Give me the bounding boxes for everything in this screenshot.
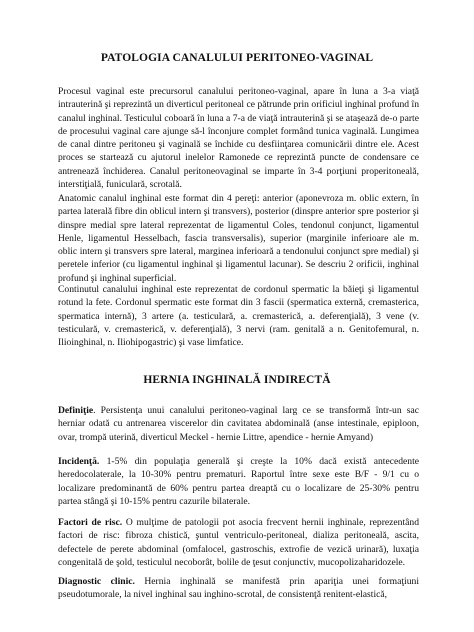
anatomy-paragraph: Anatomic canalul inghinal este format din 4 pereţi: anterior (aponevroza m. oblic extern, în partea laterală fibre din oblicul intern şi transvers), posterior (dinspre anterior spre posterior şi dinspre medial spre lateral reprezentat de ligamentul Coles, tendonul conjunct, ligamentul Henle, ligamentul Hesselbach, fascia transversalis), superior (marginile inferioare ale m. oblic intern şi transvers spre lateral, marginea inferioară a tendonului conjunct spre medial) şi peretele inferior (cu ligamentul inghinal şi ligamentul lacunar). Se descriu 2 orificii, inghinal profund şi inghinal superficial.: [58, 193, 419, 284]
incidence-text: 1-5% din populaţia generală şi creşte la 10% dacă există antecedente heredocolaterale, la 10-30% pentru prematuri. Raportul între sexe este B/F - 9/1 cu o localizare predominantă de 60% pentru partea dreaptă cu o localizare de 25-30% pentru partea stângă şi 10-15% pentru cazurile bilaterale.: [58, 456, 419, 507]
document-title: PATOLOGIA CANALULUI PERITONEO-VAGINAL: [100, 52, 374, 64]
intro-paragraph: Procesul vaginal este precursorul canalului peritoneo-vaginal, apare în luna a 3-a viaţă intrauterină şi reprezintă un diverticul peritoneal ce pătrunde prin orificiul inghinal profund în canalul inghinal. Testiculul coboară în luna a 7-a de viaţă intrauterină şi se ataşează de-o parte de procesului vaginal care ajunge să-l înconjure complet formând tunica vaginală. Lungimea de canal dintre peritoneu şi vaginală se închide cu desfiinţarea comunicării dintre ele. Acest proces se startează cu ajutorul inelelor Ramonede ce reprezintă puncte de condensare ce antrenează închiderea. Canalul peritoneovaginal se imparte în 3-4 porţiuni properitoneală, interstiţială, funiculară, scrotală.: [58, 86, 419, 190]
incidence-label: Incidenţă.: [58, 456, 100, 467]
content-paragraph: Continutul canalului inghinal este reprezentat de cordonul spermatic la băieţi şi ligamentul rotund la fete. Cordonul spermatic este format din 3 fascii (spermatica externă, cremasterica, spermatica internă), 3 artere (a. testiculară, a. cremasterică, a. deferenţială), 3 vene (v. testiculară, v. cremasterică, v. deferenţială), 3 nervi (ram. genitală a n. Genitofemural, n. Ilioinghinal, n. Iliohipogastric) şi vase limfatice.: [58, 284, 419, 348]
risk-factors-label: Factori de risc.: [58, 517, 123, 528]
diagnosis-paragraph: [58, 575, 419, 602]
definition-label: Definiţie: [58, 405, 94, 416]
definition-text: . Persistenţa unui canalului peritoneo-vaginal larg ce se transformă într-un sac herniar odată cu antrenarea viscerelor din cavitatea abdominală (anse intestinale, epiploon, ovar, trompă uterină, diverticul Meckel - hernie Littre, apendice - hernie Amyand): [58, 405, 419, 443]
diagnosis-text: Hernia inghinală se manifestă prin apariţia unei formaţiuni pseudotumorale, la nivel inghinal sau inghino-scrotal, de consistenţă renitent-elastică,: [58, 576, 419, 601]
section-title-hernia: HERNIA INGHINALĂ INDIRECTĂ: [143, 374, 331, 386]
incidence-paragraph: [58, 455, 419, 508]
diagnosis-label: Diagnostic clinic.: [58, 576, 135, 587]
risk-factors-paragraph: [58, 516, 419, 569]
definition-paragraph: [58, 404, 419, 444]
risk-factors-text: O mulţime de patologii pot asocia frecvent hernii inghinale, reprezentând factori de risc: fibroza chistică, şuntul ventriculo-peritoneal, dializa peritoneală, ascita, defectele de perete abdominal (omfalocel, gastroschis, extrofie de vezică urinară), luxaţia congenitală de şold, testiculul necoborât, bolile de ţesut conjunctiv, mucopolizaharidozele.: [58, 517, 419, 568]
